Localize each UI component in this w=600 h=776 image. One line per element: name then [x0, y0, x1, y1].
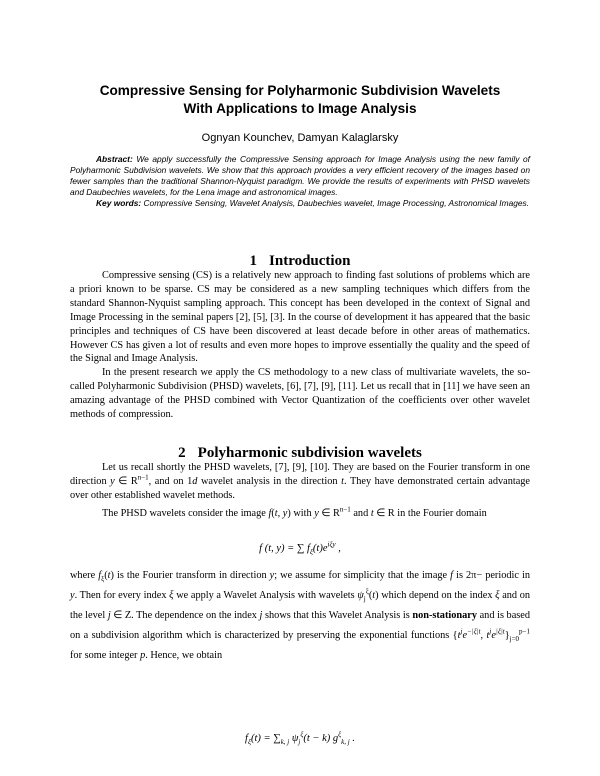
abstract-label: Abstract:	[96, 154, 133, 164]
phsd-body-part-2	[70, 566, 530, 666]
equation-fourier-expansion: f (t, y) = ∑ $f_\xi(t)e^{i\xi y}$ ,	[259, 540, 341, 557]
keywords-text: Compressive Sensing, Wavelet Analysis, Daubechies wavelet, Image Processing, Astronomical Images.	[143, 198, 530, 208]
paper-authors: Ognyan Kounchev, Damyan Kalaglarsky	[201, 132, 399, 144]
section-number: 1	[249, 253, 258, 269]
abstract-text: We apply successfully the Compressive Sensing approach for Image Analysis using the new family of Polyharmonic Subdivision wavelets. We show that this approach provides a very efficient recovery of the images based on fewer samples than the traditional Shannon-Nyquist paradigm. We provide the results of experiments with PHSD wavelets and Daubechies wavelets, for the Lena image and astronomical images.	[70, 154, 530, 197]
section-number: 2	[178, 445, 186, 461]
section-title: Introduction	[269, 253, 351, 269]
title-line-1: Compressive Sensing for Polyharmonic Subdivision Wavelets	[99, 83, 501, 98]
section-title: Polyharmonic subdivision wavelets	[197, 445, 422, 461]
section-heading-phsd	[70, 444, 530, 462]
keywords-paragraph	[70, 198, 530, 209]
phsd-paragraph-2: The PHSD wavelets consider the image f(t, y) with y ∈ $R^{n-1}$ and t ∈ R in the Fourier domain	[102, 505, 487, 519]
title-line-2: With Applications to Image Analysis	[183, 101, 417, 116]
paper-title	[70, 82, 530, 118]
introduction-paragraph-1: Compressive sensing (CS) is a relatively new approach to finding fast solutions of problems which are a priori known to be sparse. CS may be considered as a new sampling techniques which differs from the standard Shannon-Nyquist sampling approach. This concept has been developed in the context of Signal and Image Processing in the seminal papers [2], [5], [3]. In the course of development it has appeared that the basic principles and techniques of CS have been discovered at least decade before in other areas of mathematics. However CS has given a lot of results and even more hopes to improve essentially the quality and the speed of the Signal and Image Analysis.	[70, 270, 530, 365]
phsd-paragraph-3: where $f_\xi(t)$ is the Fourier transform in direction y; we assume for simplicity that the image f is 2π− periodic in y. Then for every index ξ we apply a Wavelet Analysis with wavelets $\psi_j^\xi(t)$ which depend on the index ξ and on the level j ∈ Z. The dependence on the index j shows that this Wavelet Analysis is non-stationary and is based on a subdivision algorithm which is characterized by preserving the exponential functions {$t^je^{-|\xi|t}$, $t^je^{|\xi|t}\}_{j=0}^{p-1}$ for some integer p. Hence, we obtain	[70, 570, 531, 661]
phsd-body-part-1	[70, 461, 530, 521]
introduction-paragraph-2: In the present research we apply the CS methodology to a new class of multivariate wavelets, the so-called Polyharmonic Subdivision (PHSD) wavelets, [6], [7], [9], [11]. Let us recall that in [11] we have seen an amazing advantage of the PHSD combined with Vector Quantization of the coefficients over other wavelet methods of compression.	[70, 367, 530, 421]
introduction-body	[70, 269, 530, 422]
section-heading-introduction	[70, 252, 530, 270]
abstract-paragraph	[70, 154, 530, 198]
equation-wavelet-expansion: $f_\xi(t) = \sum_{k, j}$ $\psi_j^\xi(t - k)$ $g^\xi_{k, j}$ .	[245, 730, 355, 747]
emphasis-non-stationary: non-stationary	[412, 610, 477, 621]
keywords-label: Key words:	[96, 198, 142, 208]
phsd-paragraph-1: Let us recall shortly the PHSD wavelets, [7], [9], [10]. They are based on the Fourier transform in one direction y ∈ $R^{n-1}$, and on 1d wavelet analysis in the direction t. They have demonstrated certain advantage over other established wavelet methods.	[70, 462, 530, 501]
abstract-block	[70, 154, 530, 209]
